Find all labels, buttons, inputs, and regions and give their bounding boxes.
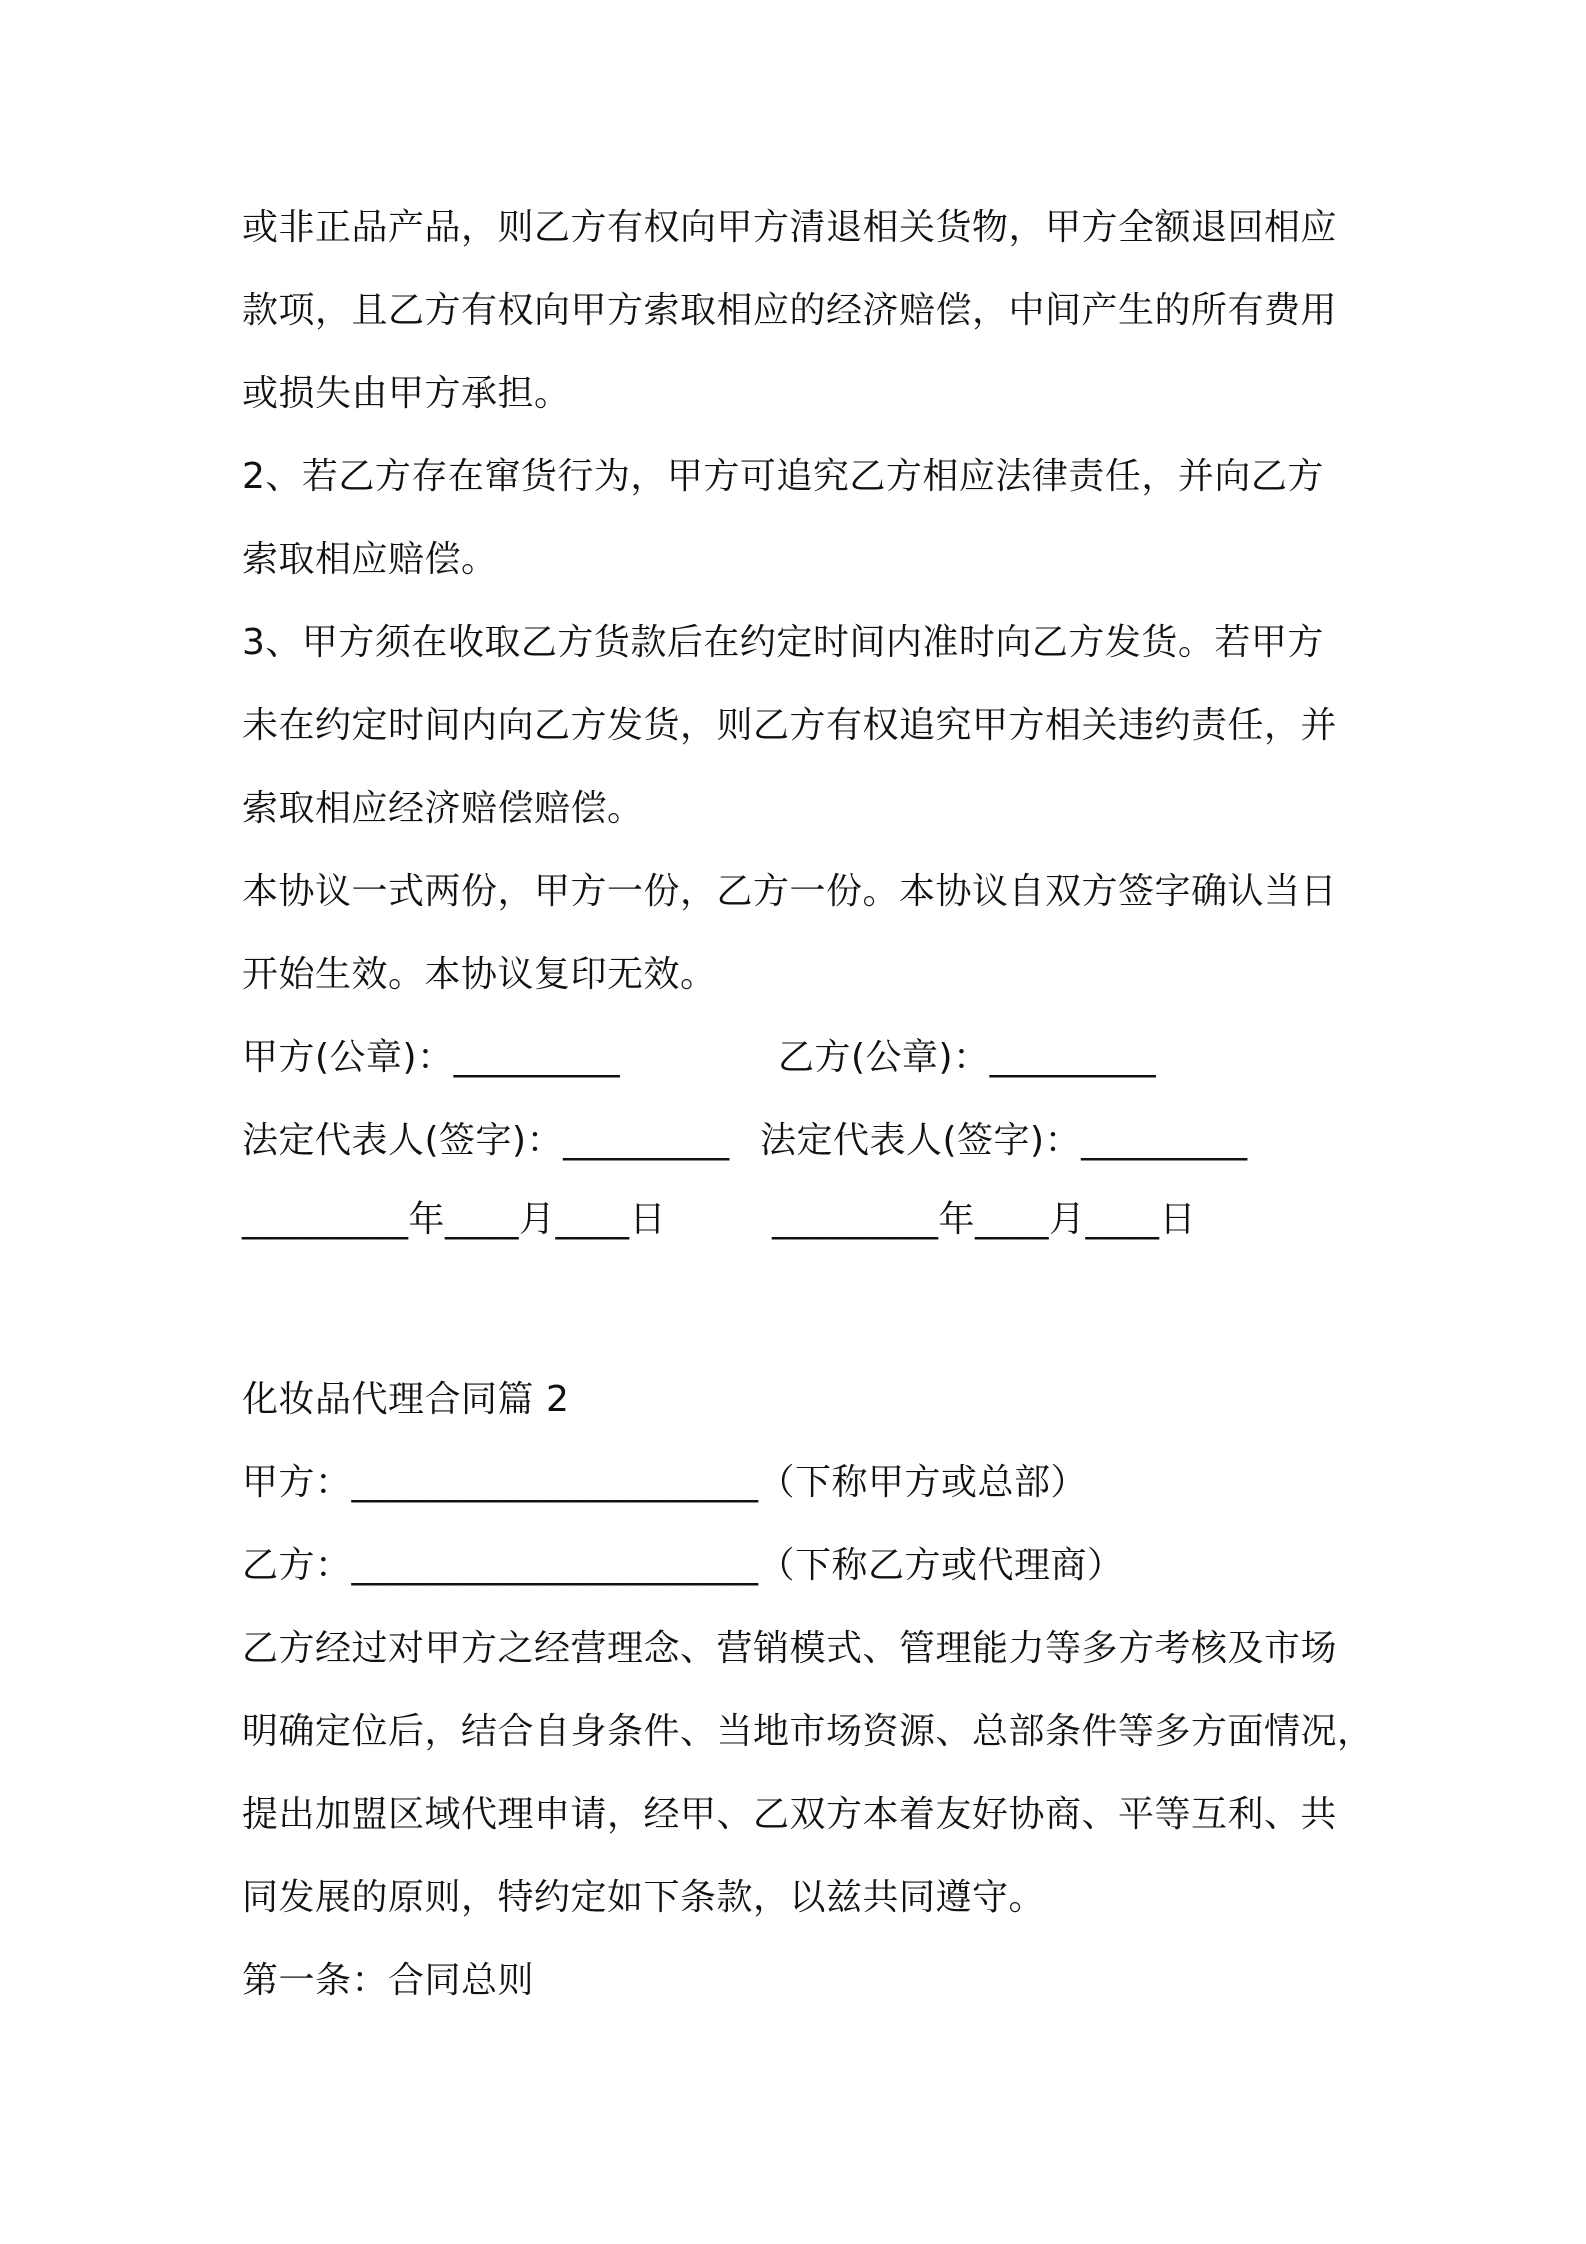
paragraph-line: 款项，且乙方有权向甲方索取相应的经济赔偿，中间产生的所有费用 [242, 290, 1338, 331]
article-heading: 第一条：合同总则 [242, 1960, 535, 2001]
clause-3-line: 3、甲方须在收取乙方货款后在约定时间内准时向乙方发货。若甲方 [242, 622, 1324, 663]
paragraph-line: 或非正品产品，则乙方有权向甲方清退相关货物，甲方全额退回相应 [242, 207, 1338, 248]
clause-3-line: 未在约定时间内向乙方发货，则乙方有权追究甲方相关违约责任，并 [242, 705, 1338, 746]
agreement-copies-line: 本协议一式两份，甲方一份，乙方一份。本协议自双方签字确认当日 [242, 871, 1338, 912]
preamble-line: 乙方经过对甲方之经营理念、营销模式、管理能力等多方考核及市场 [242, 1628, 1338, 1669]
section-title: 化妆品代理合同篇 2 [242, 1379, 570, 1420]
preamble-line: 明确定位后，结合自身条件、当地市场资源、总部条件等多方面情况， [242, 1711, 1374, 1752]
agreement-copies-line: 开始生效。本协议复印无效。 [242, 954, 717, 995]
party-a-line: 甲方：______________________（下称甲方或总部） [242, 1462, 1088, 1503]
preamble-line: 同发展的原则，特约定如下条款，以兹共同遵守。 [242, 1877, 1046, 1918]
clause-2-line: 索取相应赔偿。 [242, 539, 498, 580]
party-a-seal: 甲方(公章)：_________ [242, 1037, 621, 1078]
party-b-line: 乙方：______________________（下称乙方或代理商） [242, 1545, 1124, 1586]
party-a-representative: 法定代表人(签字)：_________ [242, 1120, 730, 1161]
party-a-date: _________年____月____日 [242, 1199, 666, 1240]
party-b-representative: 法定代表人(签字)：_________ [760, 1120, 1248, 1161]
clause-2-line: 2、若乙方存在窜货行为，甲方可追究乙方相应法律责任，并向乙方 [242, 456, 1324, 497]
preamble-line: 提出加盟区域代理申请，经甲、乙双方本着友好协商、平等互利、共 [242, 1794, 1338, 1835]
party-b-seal: 乙方(公章)：_________ [778, 1037, 1157, 1078]
clause-3-line: 索取相应经济赔偿赔偿。 [242, 788, 644, 829]
party-b-date: _________年____月____日 [772, 1199, 1196, 1240]
paragraph-line: 或损失由甲方承担。 [242, 373, 571, 414]
